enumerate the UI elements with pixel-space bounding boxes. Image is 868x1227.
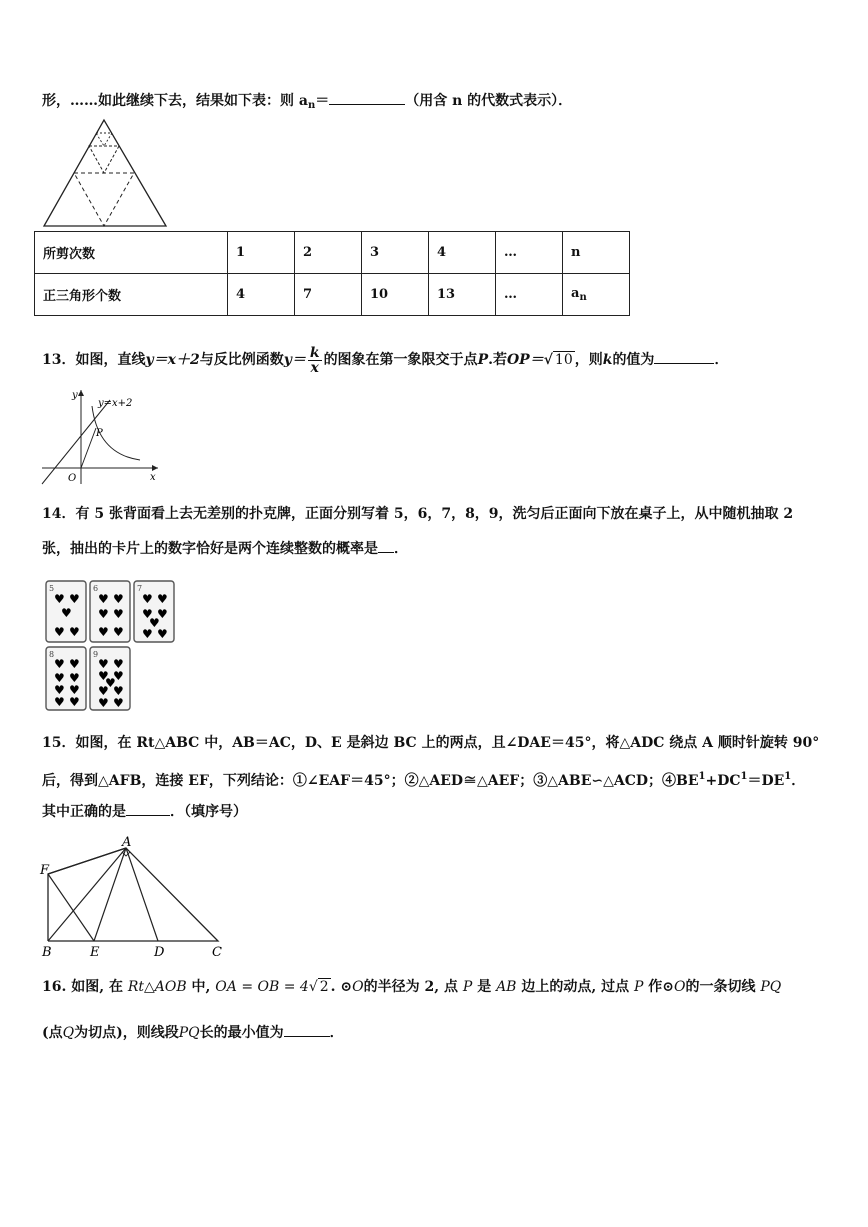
q15-line3-a: 其中正确的是 [42, 804, 126, 820]
q14-line2-b: ． [394, 541, 408, 557]
heart-icon: ♥ [61, 606, 72, 620]
q12-eq: ＝ [315, 93, 330, 109]
q15-line1: 15．如图，在 Rt△ABC 中，AB＝AC，D、E 是斜边 BC 上的两点，且∠DAE＝45°，将△ADC 绕点 A 顺时针旋转 90° [42, 735, 820, 751]
q15-line2-a: 后，得到△AFB，连接 EF，下列结论：①∠EAF＝45°；②△AED≅△AEF；③△ABE∽△ACD；④BE [42, 773, 699, 789]
an-subscript: n [579, 292, 587, 303]
point-f-label: F [40, 863, 50, 878]
table-cell: 4 [429, 232, 496, 274]
heart-icon: ♥ [69, 625, 80, 639]
heart-icon: ♥ [54, 671, 65, 685]
heart-icon: ♥ [54, 695, 65, 709]
table-cell: 2 [295, 232, 362, 274]
heart-icon: ♥ [98, 592, 109, 606]
q16-l2-b: 为切点)，则线段 [74, 1025, 179, 1041]
triangle-rotation-figure [38, 834, 228, 960]
q15-line2 [42, 767, 805, 791]
q16-l2-a: (点 [42, 1025, 63, 1041]
q16-ab: AB [496, 979, 517, 995]
q14-line1: 14．有 5 张背面看上去无差别的扑克牌，正面分别写着 5，6，7，8，9，洗匀后正面向下放在桌子上，从中随机抽取 2 [42, 506, 794, 522]
q13-text [42, 342, 728, 378]
heart-icon: ♥ [98, 684, 109, 698]
heart-icon: ♥ [113, 607, 124, 621]
heart-icon: ♥ [105, 676, 116, 690]
card-8-rank: 8 [49, 650, 55, 659]
answer-blank-14[interactable] [378, 538, 394, 553]
q16-l2-c: 长的最小值为 [199, 1025, 284, 1041]
q13-b: 与反比例函数 [199, 352, 284, 368]
heart-icon: ♥ [54, 592, 65, 606]
table-cell-an [563, 274, 630, 316]
q16-q: Q [62, 1025, 75, 1041]
q16-p2: P [633, 979, 644, 995]
q13-f: 的值为 [612, 352, 655, 368]
q14-line2 [42, 538, 408, 559]
heart-icon: ♥ [157, 592, 168, 606]
table-row [35, 232, 630, 274]
table-header-cuts: 所剪次数 [35, 232, 228, 274]
sup: 1 [784, 771, 792, 782]
q16-t7: 作⊙ [648, 979, 674, 995]
q13-op: OP＝ [506, 352, 544, 368]
cut-count-table [34, 231, 630, 316]
answer-blank-12[interactable] [329, 90, 405, 105]
table-cell: 10 [362, 274, 429, 316]
q16-o1: O [352, 979, 364, 995]
q12-text-b: （用含 n 的代数式表示）． [405, 93, 573, 109]
q15-line2-c: ＝DE [747, 773, 785, 789]
heart-icon: ♥ [69, 671, 80, 685]
table-cell: 1 [228, 232, 295, 274]
q16-line1 [42, 977, 781, 997]
point-d-label: D [154, 945, 165, 960]
answer-blank-15[interactable] [126, 801, 170, 816]
q13-d: .若 [488, 352, 507, 368]
heart-icon: ♥ [113, 625, 124, 639]
an-base: a [571, 286, 580, 301]
answer-blank-16[interactable] [284, 1022, 330, 1037]
frac-numerator: k [309, 344, 320, 361]
heart-icon: ♥ [142, 607, 153, 621]
q16-t4: 的半径为 2, 点 [363, 979, 459, 995]
q16-t1: 16. 如图, 在 [42, 979, 123, 995]
card-6-rank: 6 [93, 584, 99, 593]
q13-y-eq: y＝ [283, 352, 306, 368]
k-over-x-fraction [308, 346, 322, 375]
q16-eq: OA = OB = 4 [215, 979, 309, 995]
heart-icon: ♥ [54, 683, 65, 697]
q16-rt: Rt△AOB [127, 979, 187, 995]
q16-t5: 是 [477, 979, 492, 995]
card-5-rank: 5 [49, 584, 55, 593]
heart-icon: ♥ [69, 695, 80, 709]
table-cell: n [563, 232, 630, 274]
heart-icon: ♥ [98, 669, 109, 683]
point-c-label: C [212, 945, 222, 960]
q16-t2: 中, [191, 979, 211, 995]
q15-line2-d: ． [791, 773, 806, 789]
origin-label: O [68, 473, 77, 484]
table-cell: 13 [429, 274, 496, 316]
heart-icon: ♥ [113, 684, 124, 698]
q15-line3 [42, 801, 247, 822]
q16-t3: . ⊙ [330, 979, 353, 995]
card-9 [90, 647, 130, 710]
q13-end: ． [714, 352, 729, 368]
table-cell: 7 [295, 274, 362, 316]
sup: 1 [698, 771, 706, 782]
heart-icon: ♥ [54, 657, 65, 671]
q12-text-a: 形，……如此继续下去，结果如下表：则 a [42, 93, 308, 109]
q16-t6: 边上的动点, 过点 [521, 979, 630, 995]
a-subscript: n [307, 100, 316, 111]
heart-icon: ♥ [113, 592, 124, 606]
heart-icon: ♥ [69, 657, 80, 671]
heart-icon: ♥ [157, 607, 168, 621]
table-row [35, 274, 630, 316]
q16-pq2: PQ [178, 1025, 200, 1041]
q16-pq: PQ [760, 979, 782, 995]
q13-line-eq: y＝x＋2 [145, 352, 200, 368]
graph-figure [38, 384, 168, 488]
table-cell: 3 [362, 232, 429, 274]
triangle-figure [38, 116, 172, 230]
card-7-rank: 7 [137, 584, 143, 593]
x-axis-label: x [150, 472, 156, 483]
heart-icon: ♥ [142, 627, 153, 641]
card-6 [90, 581, 130, 642]
point-b-label: B [42, 945, 52, 960]
table-header-triangles: 正三角形个数 [35, 274, 228, 316]
playing-cards-figure [42, 578, 182, 714]
frac-denominator: x [310, 359, 319, 376]
heart-icon: ♥ [69, 592, 80, 606]
heart-icon: ♥ [54, 625, 65, 639]
q12-text [42, 90, 572, 116]
heart-icon: ♥ [98, 607, 109, 621]
table-cell: 4 [228, 274, 295, 316]
card-8 [46, 647, 86, 710]
heart-icon: ♥ [98, 657, 109, 671]
card-7 [134, 581, 174, 642]
q16-p1: P [462, 979, 473, 995]
q16-o2: O [674, 979, 686, 995]
q14-line2-a: 张，抽出的卡片上的数字恰好是两个连续整数的概率是 [42, 541, 378, 557]
sqrt-2: √ 2 [308, 979, 329, 995]
point-a-label: A [122, 835, 132, 850]
point-e-label: E [90, 945, 100, 960]
sqrt-radicand: 2 [319, 979, 329, 995]
point-p-label: P [96, 428, 103, 439]
table-cell: … [496, 232, 563, 274]
card-5 [46, 581, 86, 642]
q16-t8: 的一条切线 [685, 979, 756, 995]
q13-e: ，则 [574, 352, 603, 368]
heart-icon: ♥ [98, 696, 109, 710]
table-cell: … [496, 274, 563, 316]
heart-icon: ♥ [149, 616, 160, 630]
q15-line3-b: ．（填序号） [170, 804, 247, 820]
heart-icon: ♥ [113, 657, 124, 671]
q13-a: 13．如图，直线 [42, 352, 146, 368]
heart-icon: ♥ [113, 669, 124, 683]
heart-icon: ♥ [157, 627, 168, 641]
q15-line2-b: +DC [705, 773, 741, 789]
heart-icon: ♥ [69, 683, 80, 697]
heart-icon: ♥ [142, 592, 153, 606]
q16-l2-d: ． [329, 1025, 344, 1041]
q13-point: P [477, 352, 489, 368]
card-9-rank: 9 [93, 650, 99, 659]
answer-blank-13[interactable] [654, 349, 714, 364]
q13-k: k [602, 352, 613, 368]
q16-line2 [42, 1022, 344, 1043]
sqrt-10: √ 10 [543, 352, 573, 368]
heart-icon: ♥ [113, 696, 124, 710]
sup: 1 [740, 771, 748, 782]
y-axis-label: y [72, 390, 78, 401]
line-label: y=x+2 [98, 398, 133, 409]
q13-c: 的图象在第一象限交于点 [323, 352, 478, 368]
sqrt-radicand: 10 [554, 352, 573, 368]
heart-icon: ♥ [98, 625, 109, 639]
